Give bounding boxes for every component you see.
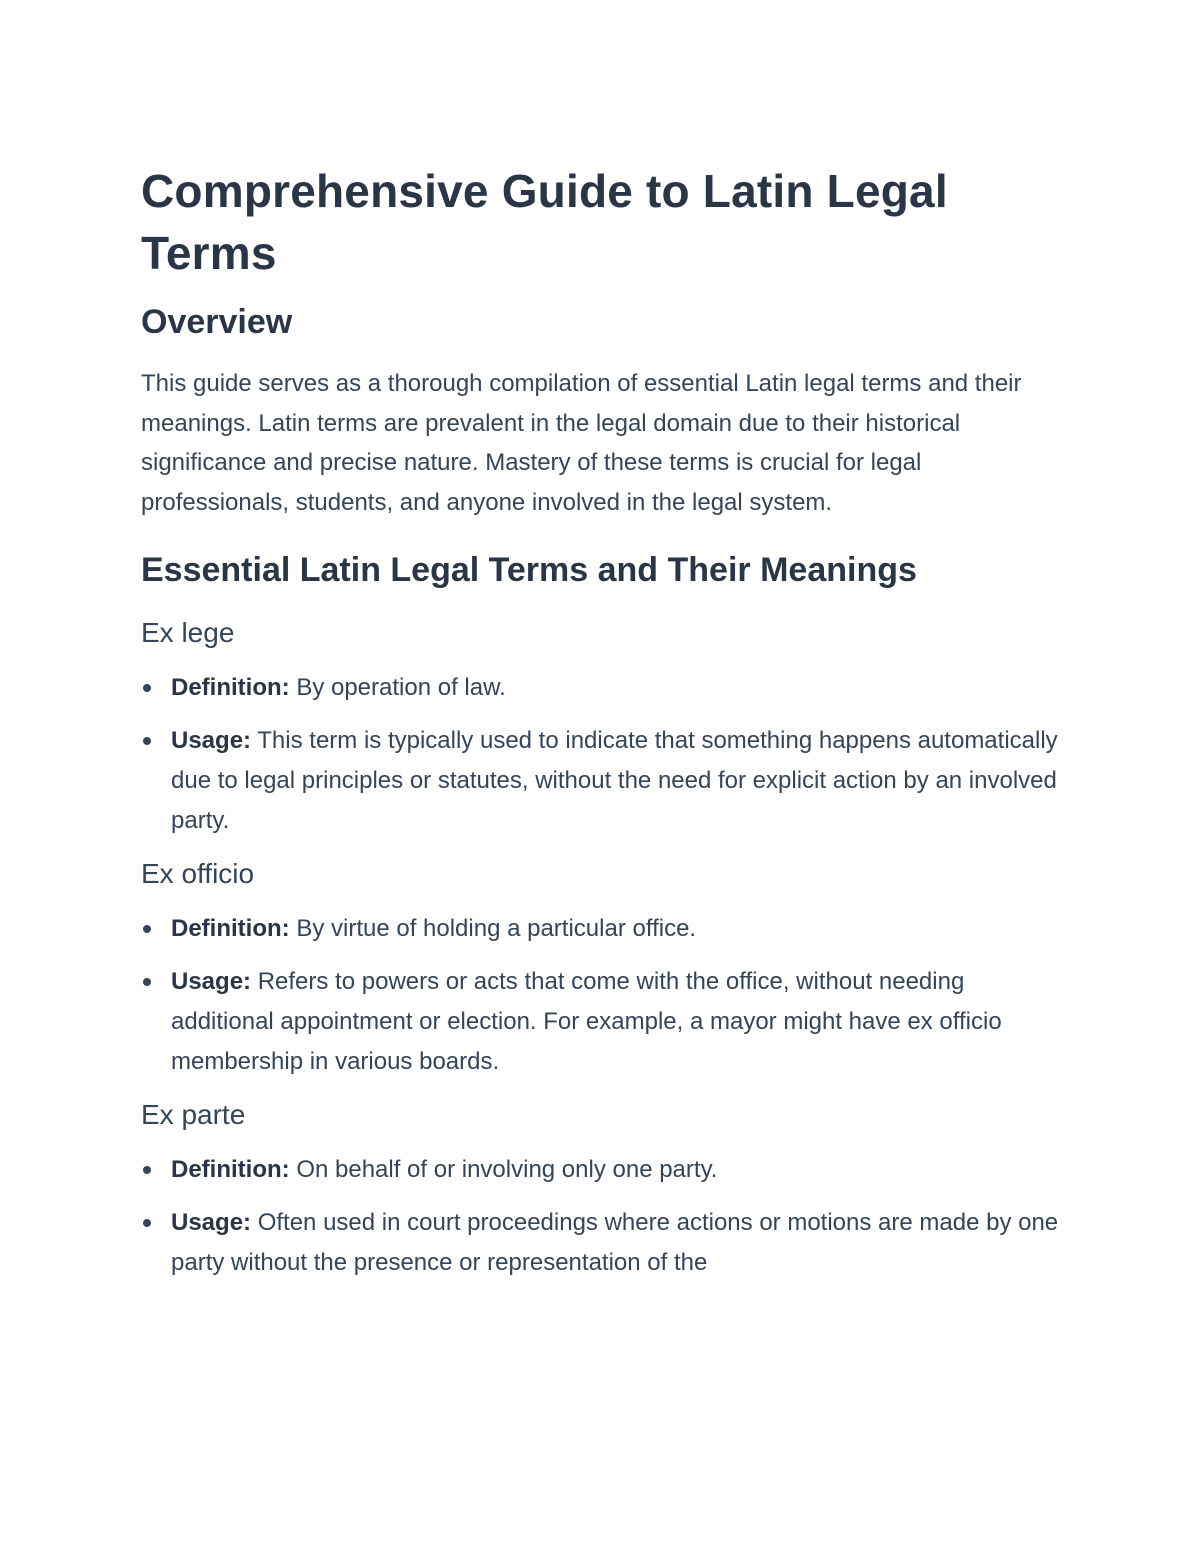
document-title: Comprehensive Guide to Latin Legal Terms: [141, 165, 948, 279]
term-heading: Ex officio: [141, 858, 255, 889]
overview-paragraph: This guide serves as a thorough compilation of essential Latin legal terms and their meanings. Latin terms are prevalent in the legal domain due to their historical significance and precise nature. Mastery of these terms is crucial for legal professionals, students, and anyone involved in the legal system.: [141, 370, 1022, 516]
definition-text: By virtue of holding a particular office.: [296, 915, 697, 942]
bullet-icon: [143, 925, 151, 933]
bullet-icon: [143, 737, 151, 745]
term-entry-ex-lege: [141, 614, 1061, 841]
definition-item: [141, 909, 1061, 949]
overview-heading: Overview: [141, 303, 293, 341]
bullet-icon: [143, 1219, 151, 1227]
document-page: [141, 160, 1061, 1297]
usage-label: Usage:: [171, 727, 252, 754]
definition-item: [141, 668, 1061, 708]
definition-text: On behalf of or involving only one party.: [296, 1156, 718, 1183]
bullet-icon: [143, 1166, 151, 1174]
usage-label: Usage:: [171, 968, 252, 995]
usage-text: Refers to powers or acts that come with the office, without needing additional appointment or election. For example, a mayor might have ex officio membership in various boards.: [171, 968, 1002, 1075]
usage-item: [141, 962, 1061, 1082]
term-heading: Ex lege: [141, 617, 235, 648]
usage-item: [141, 1203, 1061, 1283]
usage-label: Usage:: [171, 1209, 252, 1236]
bullet-icon: [143, 684, 151, 692]
definition-text: By operation of law.: [296, 674, 506, 701]
term-details-list: [141, 1150, 1061, 1283]
bullet-icon: [143, 978, 151, 986]
term-entry-ex-officio: [141, 855, 1061, 1082]
definition-label: Definition:: [171, 674, 290, 701]
usage-item: [141, 721, 1061, 841]
term-details-list: [141, 668, 1061, 841]
definition-label: Definition:: [171, 915, 290, 942]
term-heading: Ex parte: [141, 1099, 246, 1130]
term-entry-ex-parte: [141, 1096, 1061, 1283]
definition-item: [141, 1150, 1061, 1190]
definition-label: Definition:: [171, 1156, 290, 1183]
usage-text: Often used in court proceedings where actions or motions are made by one party without the presence or representation of the: [171, 1209, 1059, 1276]
terms-section-heading: Essential Latin Legal Terms and Their Meanings: [141, 551, 917, 589]
usage-text: This term is typically used to indicate that something happens automatically due to legal principles or statutes, without the need for explicit action by an involved party.: [171, 727, 1058, 834]
term-details-list: [141, 909, 1061, 1082]
